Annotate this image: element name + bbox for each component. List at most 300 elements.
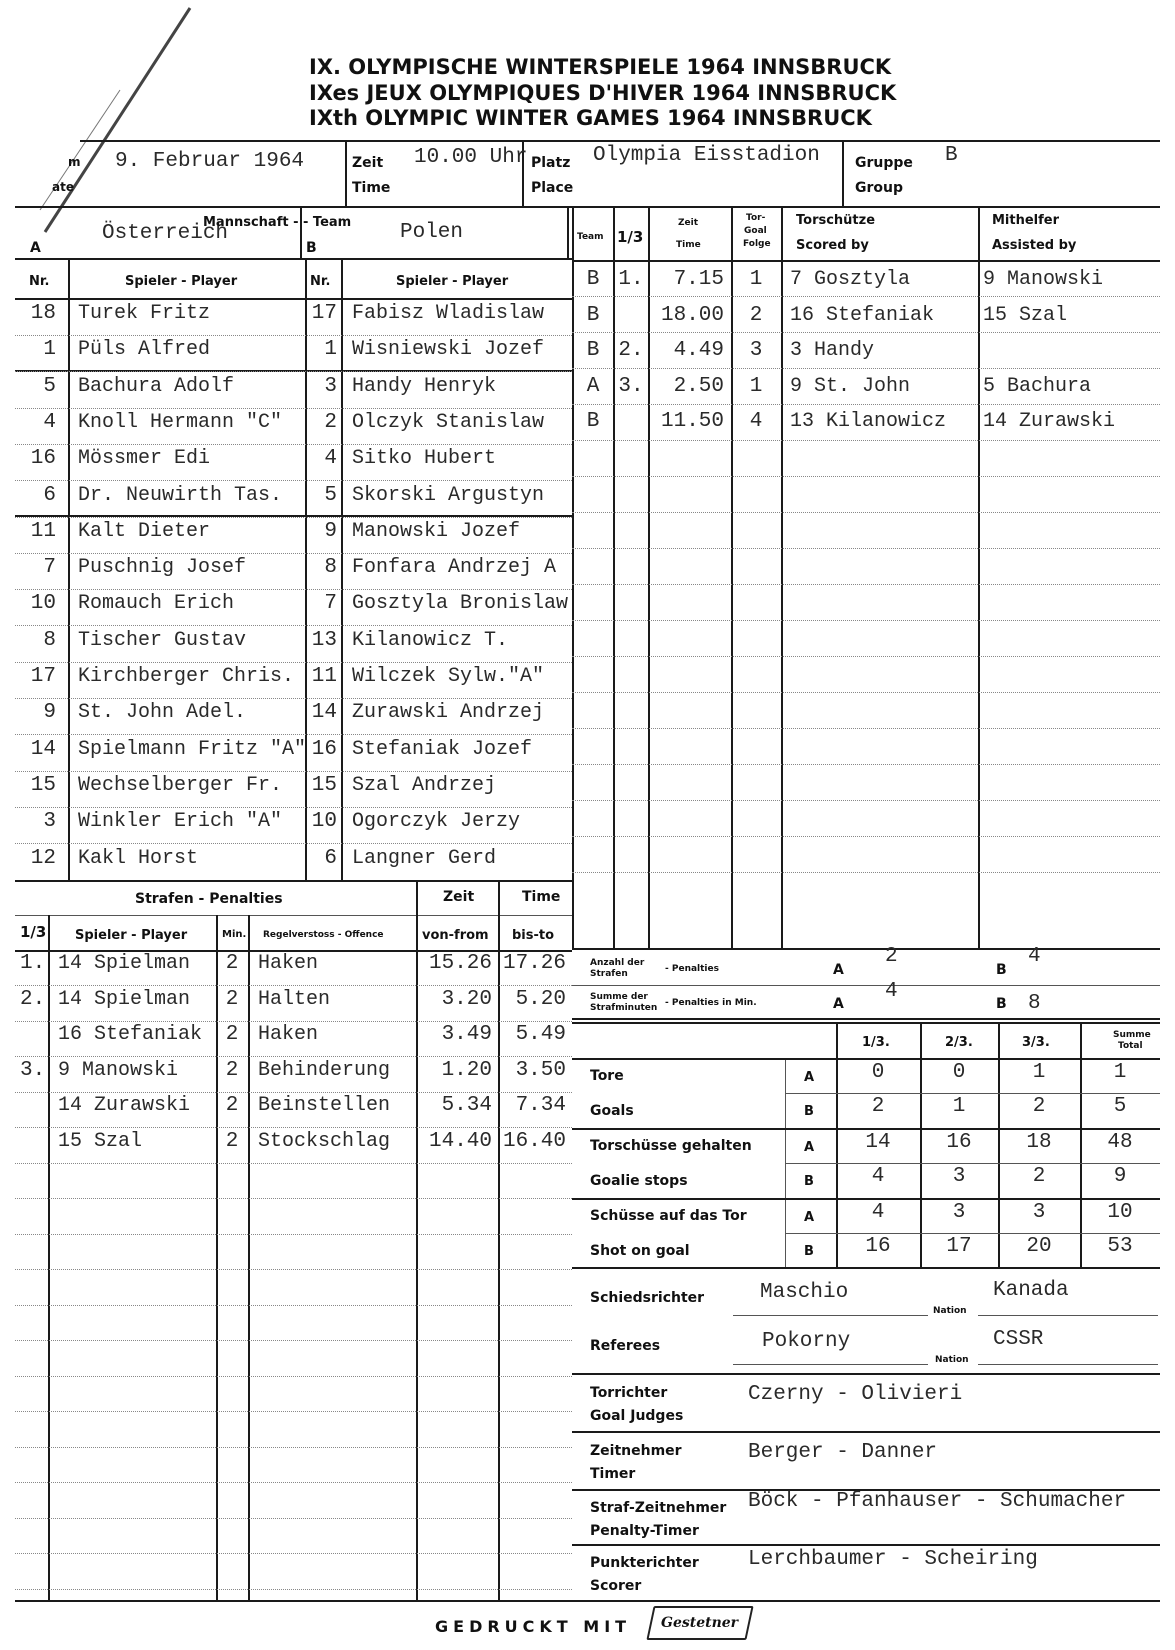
stat-a-value: 10: [1107, 1201, 1133, 1224]
roster-a-player: Kirchberger Chris.: [78, 665, 295, 688]
stat-a-value: 0: [871, 1061, 885, 1084]
penalty-offence: Halten: [258, 987, 331, 1011]
roster-b-player: Wilczek Sylw."A": [352, 665, 545, 688]
goal-judges-rule: [572, 1431, 1160, 1433]
team-b-name: Polen: [400, 221, 464, 244]
nation-1-underline: [978, 1315, 1158, 1316]
penalties-player-label: Spieler - Player: [75, 928, 188, 943]
roster-a-player: Püls Alfred: [78, 338, 211, 362]
time-label-de: Zeit: [352, 155, 384, 171]
goal-team: B: [586, 410, 600, 433]
penalty-player: 9 Manowski: [58, 1058, 179, 1082]
stats-header-total-1: Summe: [1113, 1030, 1151, 1040]
roster-b-player: Fabisz Wladislaw: [352, 302, 545, 325]
roster-a-number: 18: [30, 302, 56, 325]
timer-label-de: Zeitnehmer: [590, 1443, 682, 1459]
penalty-minutes: 2: [225, 1094, 239, 1117]
penalties-col-3: [248, 915, 250, 1600]
penalties-row-rule: [15, 1305, 572, 1306]
gestetner-logo-text: Gestetner: [661, 1615, 739, 1631]
roster-row-rule: [15, 553, 572, 554]
stats-bottom-rule: [572, 1267, 1160, 1269]
penalties-row-rule: [15, 1056, 572, 1057]
penalties-row-rule: [15, 1021, 572, 1022]
roster-b-player: Gosztyla Bronislaw: [352, 592, 569, 616]
roster-bottom-rule: [15, 880, 572, 882]
count-b-value: 4: [1028, 945, 1041, 968]
goal-sequence: 1: [749, 268, 763, 291]
goals-row-rule: [572, 368, 1160, 369]
penalty-from: 14.40: [428, 1129, 492, 1153]
penalties-row-rule: [15, 1092, 572, 1093]
stat-b-letter: B: [804, 1174, 814, 1189]
roster-b-player: Sitko Hubert: [352, 447, 497, 471]
penalty-minutes: 2: [225, 1058, 239, 1082]
goal-time: 11.50: [660, 410, 724, 433]
stats-header-total-2: Total: [1118, 1041, 1143, 1051]
penalties-row-rule: [15, 1411, 572, 1412]
roster-b-number: 11: [311, 665, 337, 688]
goals-header-seq-3: Folge: [743, 239, 771, 249]
roster-a-player: Spielmann Fritz "A": [78, 737, 307, 761]
goals-row-rule: [572, 620, 1160, 621]
stat-a-value: 3: [952, 1201, 966, 1224]
goal-scorer: 16 Stefaniak: [790, 303, 935, 327]
goals-header-time-de: Zeit: [678, 218, 699, 228]
goal-sequence: 4: [749, 410, 763, 433]
roster-row-rule: [15, 698, 572, 699]
roster-row-rule: [15, 589, 572, 590]
roster-b-player: Wisniewski Jozef: [352, 338, 545, 362]
referees-bottom-rule: [572, 1373, 1160, 1375]
goals-row-rule: [572, 764, 1160, 765]
goal-assist: 14 Zurawski: [983, 410, 1116, 433]
goal-third: 2.: [618, 339, 644, 362]
penalty-minutes: 2: [225, 987, 239, 1011]
teams-right-edge: [567, 206, 569, 258]
penalty-from: 1.20: [441, 1058, 492, 1082]
stat-group-rule: [572, 1128, 1160, 1130]
penalty-timer-label-de: Straf-Zeitnehmer: [590, 1500, 727, 1516]
goals-header-time-en: Time: [676, 240, 701, 250]
penalty-from: 5.34: [441, 1094, 492, 1117]
roster-b-number: 13: [311, 628, 337, 652]
count-rule: [572, 985, 1160, 986]
penalties-row-rule: [15, 1482, 572, 1483]
penalty-player: 14 Spielman: [58, 952, 191, 975]
time-label-en: Time: [352, 180, 391, 196]
goals-row-rule: [572, 332, 1160, 333]
gestetner-logo: [646, 1606, 753, 1640]
roster-a-player: Kalt Dieter: [78, 519, 211, 543]
penalty-minutes: 2: [225, 1023, 239, 1046]
group-label-de: Gruppe: [855, 155, 913, 171]
penalties-from-label: von-from: [422, 928, 489, 943]
stats-header-p1: 1/3.: [862, 1035, 890, 1050]
date-label-en: ate: [52, 180, 74, 194]
roster-row-rule: [15, 371, 572, 372]
stats-header-p2: 2/3.: [945, 1035, 973, 1050]
goal-team: B: [586, 268, 600, 291]
roster-a-number: 16: [30, 447, 56, 471]
goals-row-rule: [572, 836, 1160, 837]
roster-a-player: Kakl Horst: [78, 846, 199, 870]
goal-judges-label-de: Torrichter: [590, 1385, 668, 1401]
penalty-offence: Behinderung: [258, 1058, 391, 1082]
penalties-row-rule: [15, 1198, 572, 1199]
penalty-third: 2.: [20, 987, 46, 1011]
count-a-letter: A: [833, 962, 844, 978]
penalty-player: 14 Spielman: [58, 987, 191, 1011]
match-date: 9. Februar 1964: [115, 150, 305, 173]
penalties-time-label: Time: [522, 889, 561, 905]
stat-a-value: 3: [1032, 1201, 1046, 1224]
penalty-minutes: 2: [225, 1129, 239, 1153]
roster-b-number: 10: [311, 810, 337, 834]
penalties-col-1: [48, 915, 50, 1600]
roster-b-player: Skorski Argustyn: [352, 483, 545, 507]
stat-mid-rule: [785, 1233, 1160, 1234]
penalty-from: 3.49: [441, 1023, 492, 1046]
roster-a-number: 14: [30, 737, 56, 761]
goals-row-rule: [572, 656, 1160, 657]
roster-a-player: Wechselberger Fr.: [78, 773, 283, 797]
referee-1-nation: Kanada: [993, 1279, 1069, 1302]
stat-label-de: Schüsse auf das Tor: [590, 1208, 747, 1224]
roster-a-number: 6: [43, 483, 56, 507]
roster-header-bottom-rule: [15, 298, 572, 300]
roster-a-player: Mössmer Edi: [78, 447, 211, 471]
header-top-rule: [80, 140, 1160, 142]
stat-group-rule: [572, 1198, 1160, 1200]
roster-a-number: 10: [30, 592, 56, 616]
roster-b-nr-label: Nr.: [310, 274, 331, 289]
penalty-to: 17.26: [502, 952, 566, 975]
goals-row-rule: [572, 548, 1160, 549]
penalty-offence: Haken: [258, 1023, 319, 1046]
penalty-player: 15 Szal: [58, 1129, 143, 1153]
goal-scorer: 7 Gosztyla: [790, 268, 911, 291]
stat-b-value: 5: [1113, 1095, 1127, 1118]
goals-row-rule: [572, 404, 1160, 405]
match-group: B: [945, 144, 958, 167]
roster-a-number: 11: [30, 519, 56, 543]
group-label-en: Group: [855, 180, 904, 196]
goal-time: 4.49: [673, 339, 724, 362]
penalty-timer-names: Böck - Pfanhauser - Schumacher: [748, 1490, 1127, 1513]
roster-a-number: 3: [43, 810, 56, 834]
stat-a-value: 1: [1032, 1061, 1046, 1084]
goal-assist: 9 Manowski: [983, 268, 1104, 291]
stat-mid-rule: [785, 1163, 1160, 1164]
penalties-col-2: [216, 915, 218, 1600]
roster-row-rule: [15, 480, 572, 481]
header-div-1: [345, 140, 347, 206]
roster-row-rule: [15, 662, 572, 663]
roster-row-rule: [15, 843, 572, 844]
roster-a-number: 5: [43, 374, 56, 398]
roster-row-rule: [15, 444, 572, 445]
roster-a-player: Puschnig Josef: [78, 556, 247, 580]
goal-judges-names: Czerny - Olivieri: [748, 1383, 963, 1406]
roster-b-player: Stefaniak Jozef: [352, 737, 533, 761]
teams-divider: [300, 206, 302, 258]
roster-b-number: 15: [311, 773, 337, 797]
minutes-label-2: Strafminuten: [590, 1003, 658, 1013]
minutes-label-1: Summe der: [590, 992, 648, 1002]
referee-1-underline: [733, 1315, 928, 1316]
penalties-title-rule: [15, 915, 572, 916]
stat-a-letter: A: [804, 1070, 815, 1085]
roster-b-player: Handy Henryk: [352, 374, 497, 398]
goal-assist: 15 Szal: [983, 303, 1068, 327]
roster-b-number: 9: [324, 519, 337, 543]
roster-a-player: Knoll Hermann "C": [78, 410, 283, 434]
roster-a-player: Winkler Erich "A": [78, 810, 283, 834]
stat-a-value: 0: [952, 1061, 966, 1084]
roster-a-number: 1: [43, 338, 56, 362]
stat-label-en: Goals: [590, 1103, 634, 1119]
penalties-row-rule: [15, 1340, 572, 1341]
stat-b-value: 16: [865, 1235, 891, 1258]
roster-row-rule: [15, 771, 572, 772]
penalties-row-rule: [15, 1589, 572, 1590]
roster-a-nr-label: Nr.: [29, 274, 50, 289]
minutes-a-value: 4: [885, 980, 898, 1003]
stat-label-en: Goalie stops: [590, 1173, 688, 1189]
header-div-3: [842, 140, 844, 206]
match-time: 10.00 Uhr: [414, 146, 528, 169]
nation-label-2: Nation: [935, 1355, 969, 1365]
stat-label-de: Tore: [590, 1068, 624, 1084]
roster-a-number: 15: [30, 773, 56, 797]
penalties-title: Strafen - Penalties: [135, 891, 283, 907]
stat-a-value: 1: [1113, 1061, 1127, 1084]
penalty-to: 7.34: [515, 1094, 566, 1117]
stat-a-value: 16: [946, 1131, 972, 1154]
stat-b-value: 4: [871, 1165, 885, 1188]
goals-header-scorer-de: Torschütze: [796, 213, 876, 228]
roster-b-number: 5: [324, 483, 337, 507]
count-label-3: - Penalties: [665, 964, 719, 974]
nation-2-underline: [978, 1364, 1158, 1365]
goals-header-assist-en: Assisted by: [992, 238, 1077, 253]
roster-a-player: Dr. Neuwirth Tas.: [78, 483, 283, 507]
stat-b-value: 2: [1032, 1095, 1046, 1118]
penalty-player: 16 Stefaniak: [58, 1023, 203, 1046]
penalty-third: 3.: [20, 1058, 46, 1082]
roster-row-rule: [15, 408, 572, 409]
penalty-to: 5.49: [515, 1023, 566, 1046]
penalties-row-rule: [15, 985, 572, 986]
roster-b-player: Ogorczyk Jerzy: [352, 810, 521, 834]
stat-b-value: 3: [952, 1165, 966, 1188]
roster-b-number: 4: [324, 447, 337, 471]
minutes-b-value: 8: [1028, 992, 1041, 1015]
goal-scorer: 3 Handy: [790, 339, 875, 362]
minutes-rule: [572, 1018, 1160, 1020]
goal-sequence: 3: [749, 339, 763, 362]
count-a-value: 2: [885, 945, 898, 968]
nation-label-1: Nation: [933, 1306, 967, 1316]
penalty-offence: Haken: [258, 952, 319, 975]
roster-a-player: Romauch Erich: [78, 592, 235, 616]
roster-col-3: [341, 260, 343, 880]
stat-b-value: 2: [871, 1095, 885, 1118]
scorer-names: Lerchbaumer - Scheiring: [748, 1548, 1038, 1571]
stat-b-value: 2: [1032, 1165, 1046, 1188]
roster-a-player: Bachura Adolf: [78, 374, 235, 398]
roster-b-number: 16: [311, 737, 337, 761]
penalties-third-label: 1/3: [20, 923, 47, 941]
penalties-row-rule: [15, 1269, 572, 1270]
roster-row-rule: [15, 734, 572, 735]
title-line-3: IXth OLYMPIC WINTER GAMES 1964 INNSBRUCK: [309, 106, 872, 130]
stat-b-letter: B: [804, 1104, 814, 1119]
roster-a-number: 9: [43, 701, 56, 725]
goal-sequence: 2: [749, 303, 763, 327]
penalties-offence-label: Regelverstoss - Offence: [263, 930, 384, 940]
goals-row-rule: [572, 872, 1160, 873]
roster-b-number: 3: [324, 374, 337, 398]
roster-row-rule: [15, 807, 572, 808]
penalty-timer-rule: [572, 1544, 1160, 1546]
penalty-timer-label-en: Penalty-Timer: [590, 1523, 699, 1539]
place-label-de: Platz: [531, 155, 571, 171]
roster-a-player: St. John Adel.: [78, 701, 247, 725]
goals-row-rule: [572, 476, 1160, 477]
summary-top-rule: [572, 948, 1160, 950]
team-a-letter: A: [30, 240, 41, 256]
timer-names: Berger - Danner: [748, 1441, 938, 1464]
date-label-de: m: [68, 155, 81, 169]
penalty-minutes: 2: [225, 952, 239, 975]
stat-a-value: 14: [865, 1131, 891, 1154]
penalties-row-rule: [15, 1447, 572, 1448]
roster-b-player-label: Spieler - Player: [396, 274, 509, 289]
penalties-row-rule: [15, 1163, 572, 1164]
goal-third: 3.: [618, 374, 644, 398]
goals-row-rule: [572, 512, 1160, 513]
goals-header-team: Team: [577, 232, 604, 242]
minutes-a-letter: A: [833, 996, 844, 1012]
roster-b-player: Manowski Jozef: [352, 519, 521, 543]
penalties-row-rule: [15, 1234, 572, 1235]
penalty-player: 14 Zurawski: [58, 1094, 191, 1117]
roster-b-number: 7: [324, 592, 337, 616]
roster-a-player: Tischer Gustav: [78, 628, 247, 652]
stat-a-value: 48: [1107, 1131, 1133, 1154]
goal-time: 18.00: [660, 303, 724, 327]
goal-time: 7.15: [673, 268, 724, 291]
goals-row-rule: [572, 584, 1160, 585]
roster-a-player-label: Spieler - Player: [125, 274, 238, 289]
stat-b-value: 1: [952, 1095, 966, 1118]
roster-row-rule: [15, 335, 572, 336]
footer-printed: GEDRUCKT MIT: [435, 1617, 632, 1636]
penalties-row-rule: [15, 1127, 572, 1128]
place-label-en: Place: [531, 180, 574, 196]
roster-row-rule: [15, 625, 572, 626]
header-bottom-rule: [15, 206, 1160, 208]
penalty-offence: Beinstellen: [258, 1094, 391, 1117]
roster-a-number: 8: [43, 628, 56, 652]
stat-b-letter: B: [804, 1244, 814, 1259]
minutes-label-3: - Penalties in Min.: [665, 998, 757, 1008]
goal-team: A: [586, 374, 600, 398]
roster-b-player: Fonfara Andrzej A: [352, 556, 557, 580]
goal-time: 2.50: [673, 374, 724, 398]
count-b-letter: B: [996, 962, 1007, 978]
goal-team: B: [586, 339, 600, 362]
goals-row-rule: [572, 296, 1160, 297]
stat-a-value: 18: [1026, 1131, 1052, 1154]
team-label: Mannschaft - - Team: [203, 215, 352, 230]
roster-a-number: 7: [43, 556, 56, 580]
scorer-label-de: Punkterichter: [590, 1555, 699, 1571]
stat-label-de: Torschüsse gehalten: [590, 1138, 752, 1154]
stat-b-value: 20: [1026, 1235, 1052, 1258]
team-a-name: Österreich: [102, 222, 229, 245]
title-line-1: IX. OLYMPISCHE WINTERSPIELE 1964 INNSBRUCK: [309, 55, 892, 79]
form-bottom-rule: [15, 1600, 1160, 1602]
goal-sequence: 1: [749, 374, 763, 398]
stat-a-value: 4: [871, 1201, 885, 1224]
roster-b-number: 14: [311, 701, 337, 725]
stats-header-bottom: [572, 1058, 1160, 1060]
minutes-b-letter: B: [996, 996, 1007, 1012]
teams-bottom-rule-left: [15, 258, 572, 260]
goals-header-third: 1/3: [617, 228, 644, 246]
match-place: Olympia Eisstadion: [593, 144, 820, 167]
referee-label-en: Referees: [590, 1338, 661, 1354]
roster-b-player: Zurawski Andrzej: [352, 701, 545, 725]
goal-third: 1.: [618, 268, 644, 291]
penalties-zeit-label: Zeit: [443, 889, 475, 905]
roster-b-number: 6: [324, 846, 337, 870]
penalty-offence: Stockschlag: [258, 1129, 391, 1153]
referee-2-underline: [733, 1364, 928, 1365]
penalties-min-label: Min.: [222, 929, 247, 940]
penalty-to: 16.40: [502, 1129, 566, 1153]
penalty-to: 3.50: [515, 1058, 566, 1082]
referee-2-nation: CSSR: [993, 1328, 1044, 1351]
roster-b-player: Szal Andrzej: [352, 773, 497, 797]
stats-header-p3: 3/3.: [1022, 1035, 1050, 1050]
penalties-row-rule: [15, 1518, 572, 1519]
roster-b-player: Langner Gerd: [352, 846, 497, 870]
stat-b-value: 17: [946, 1235, 972, 1258]
scorer-label-en: Scorer: [590, 1578, 642, 1594]
penalties-to-label: bis-to: [512, 928, 555, 943]
roster-a-number: 12: [30, 846, 56, 870]
roster-b-number: 8: [324, 556, 337, 580]
roster-b-player: Kilanowicz T.: [352, 628, 509, 652]
roster-b-player: Olczyk Stanislaw: [352, 410, 545, 434]
stat-b-value: 53: [1107, 1235, 1133, 1258]
goals-header-bottom-rule: [572, 260, 1160, 262]
goals-header-assist-de: Mithelfer: [992, 213, 1060, 228]
roster-a-number: 17: [30, 665, 56, 688]
roster-b-number: 1: [324, 338, 337, 362]
penalties-row-rule: [15, 1376, 572, 1377]
goal-assist: 5 Bachura: [983, 374, 1092, 398]
count-label-1: Anzahl der: [590, 958, 645, 968]
timer-label-en: Timer: [590, 1466, 636, 1482]
team-b-letter: B: [306, 240, 317, 256]
goals-row-rule: [572, 440, 1160, 441]
goals-header-seq-2: Goal: [744, 226, 767, 236]
